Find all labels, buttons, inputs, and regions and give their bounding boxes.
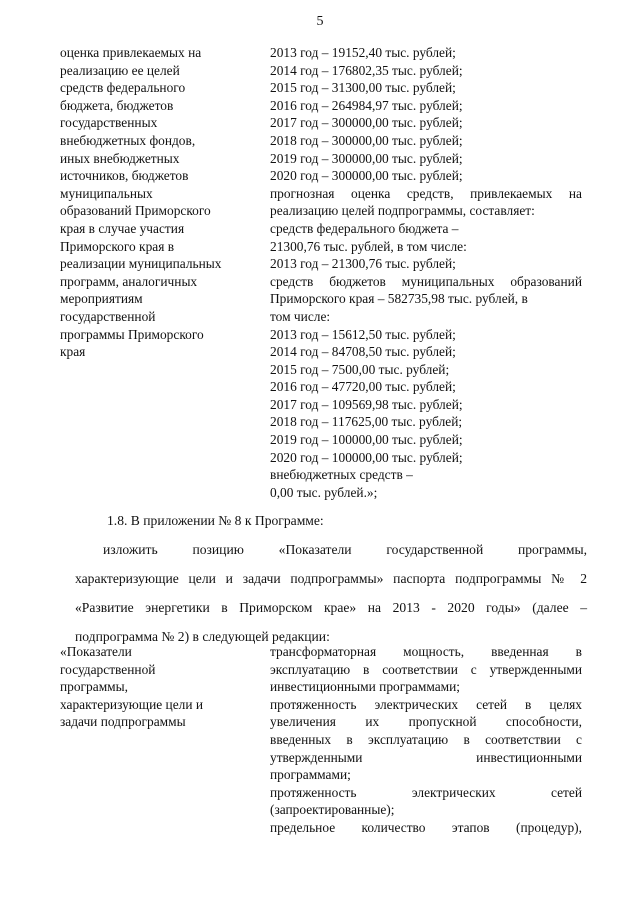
text-line: задачи подпрограммы xyxy=(60,714,186,730)
paragraph-heading: 1.8. В приложении № 8 к Программе: xyxy=(107,513,324,528)
text-line: бюджета, бюджетов xyxy=(60,97,174,113)
text-line: 2018 год – 117625,00 тыс. рублей; xyxy=(270,414,463,430)
text-line: 2013 год – 21300,76 тыс. рублей; xyxy=(270,256,456,272)
text-line: края xyxy=(60,344,86,360)
text-line: трансформаторная мощность, введенная в xyxy=(270,644,582,659)
text-line: 2013 год – 19152,40 тыс. рублей; xyxy=(270,45,456,60)
text-line: внебюджетных фондов, xyxy=(60,132,196,148)
text-line: 0,00 тыс. рублей.»; xyxy=(270,484,378,500)
text-line: том числе: xyxy=(270,308,331,324)
text-line: 2018 год – 300000,00 тыс. рублей; xyxy=(270,132,463,148)
text-line: края в случае участия xyxy=(60,220,185,236)
text-line: реализацию целей подпрограммы, составляет: xyxy=(270,203,535,219)
text-line: утвержденными инвестиционными xyxy=(270,749,582,765)
text-line: (запроектированные); xyxy=(270,802,395,818)
text-line: средств бюджетов муниципальных образований xyxy=(270,273,582,289)
text-line: источников, бюджетов xyxy=(60,168,189,184)
text-line: Приморского края – 582735,98 тыс. рублей, в xyxy=(270,291,528,307)
text-line: 2016 год – 264984,97 тыс. рублей; xyxy=(270,97,463,113)
text-line: Приморского края в xyxy=(60,238,175,254)
text-line: введенных в эксплуатацию в соответствии с xyxy=(270,731,582,747)
text-line: иных внебюджетных xyxy=(60,150,180,166)
text-line: 2017 год – 300000,00 тыс. рублей; xyxy=(270,115,463,131)
text-line: 2019 год – 100000,00 тыс. рублей; xyxy=(270,432,463,448)
text-line: программы Приморского xyxy=(60,326,204,342)
text-line: государственной xyxy=(60,661,156,677)
text-line: 2020 год – 100000,00 тыс. рублей; xyxy=(270,449,463,465)
text-line: 2015 год – 31300,00 тыс. рублей; xyxy=(270,80,456,96)
text-line: 2014 год – 84708,50 тыс. рублей; xyxy=(270,344,456,360)
text-line: увеличения их пропускной способности, xyxy=(270,714,582,730)
paragraph-line: подпрограмма № 2) в следующей редакции: xyxy=(75,629,330,644)
text-line: мероприятиям xyxy=(60,291,143,307)
text-line: эксплуатацию в соответствии с утвержденными xyxy=(270,661,582,677)
text-line: внебюджетных средств – xyxy=(270,467,413,483)
text-line: программами; xyxy=(270,767,351,783)
text-line: инвестиционными программами; xyxy=(270,679,461,695)
text-line: программ, аналогичных xyxy=(60,273,198,289)
text-line: 2019 год – 300000,00 тыс. рублей; xyxy=(270,150,463,166)
text-line: 2013 год – 15612,50 тыс. рублей; xyxy=(270,326,456,342)
text-line: государственной xyxy=(60,308,156,324)
text-line: «Показатели xyxy=(60,644,132,659)
text-line: реализации муниципальных xyxy=(60,256,222,272)
text-line: средств федерального xyxy=(60,80,186,96)
text-line: государственных xyxy=(60,115,158,131)
paragraph-line: характеризующие цели и задачи подпрограммы» паспорта подпрограммы № 2 xyxy=(75,571,587,586)
text-line: предельное количество этапов (процедур), xyxy=(270,819,582,835)
indicators-table-row xyxy=(60,643,590,863)
text-line: протяженность электрических сетей xyxy=(270,784,582,800)
text-line: характеризующие цели и xyxy=(60,696,204,712)
row-value xyxy=(270,44,582,501)
text-line: 2020 год – 300000,00 тыс. рублей; xyxy=(270,168,463,184)
text-line: 2015 год – 7500,00 тыс. рублей; xyxy=(270,361,450,377)
text-line: 2016 год – 47720,00 тыс. рублей; xyxy=(270,379,456,395)
text-line: оценка привлекаемых на xyxy=(60,45,202,60)
funding-table-row xyxy=(60,44,590,504)
text-line: реализацию ее целей xyxy=(60,62,180,78)
row-label xyxy=(60,44,255,361)
text-line: программы, xyxy=(60,679,128,695)
page-number: 5 xyxy=(316,14,324,29)
text-line: протяженность электрических сетей в целях xyxy=(270,696,582,712)
text-line: средств федерального бюджета – xyxy=(270,220,459,236)
text-line: 21300,76 тыс. рублей, в том числе: xyxy=(270,238,467,254)
row-value xyxy=(270,643,582,837)
text-line: 2014 год – 176802,35 тыс. рублей; xyxy=(270,62,463,78)
text-line: муниципальных xyxy=(60,185,153,201)
text-line: образований Приморского xyxy=(60,203,211,219)
paragraph-line: изложить позицию «Показатели государственной программы, xyxy=(103,542,587,557)
text-line: прогнозная оценка средств, привлекаемых на xyxy=(270,185,582,201)
row-label xyxy=(60,643,255,731)
paragraph-line: «Развитие энергетики в Приморском крае» на 2013 - 2020 годы» (далее – xyxy=(75,600,587,615)
paragraph-body xyxy=(75,541,587,657)
text-line: 2017 год – 109569,98 тыс. рублей; xyxy=(270,396,463,412)
